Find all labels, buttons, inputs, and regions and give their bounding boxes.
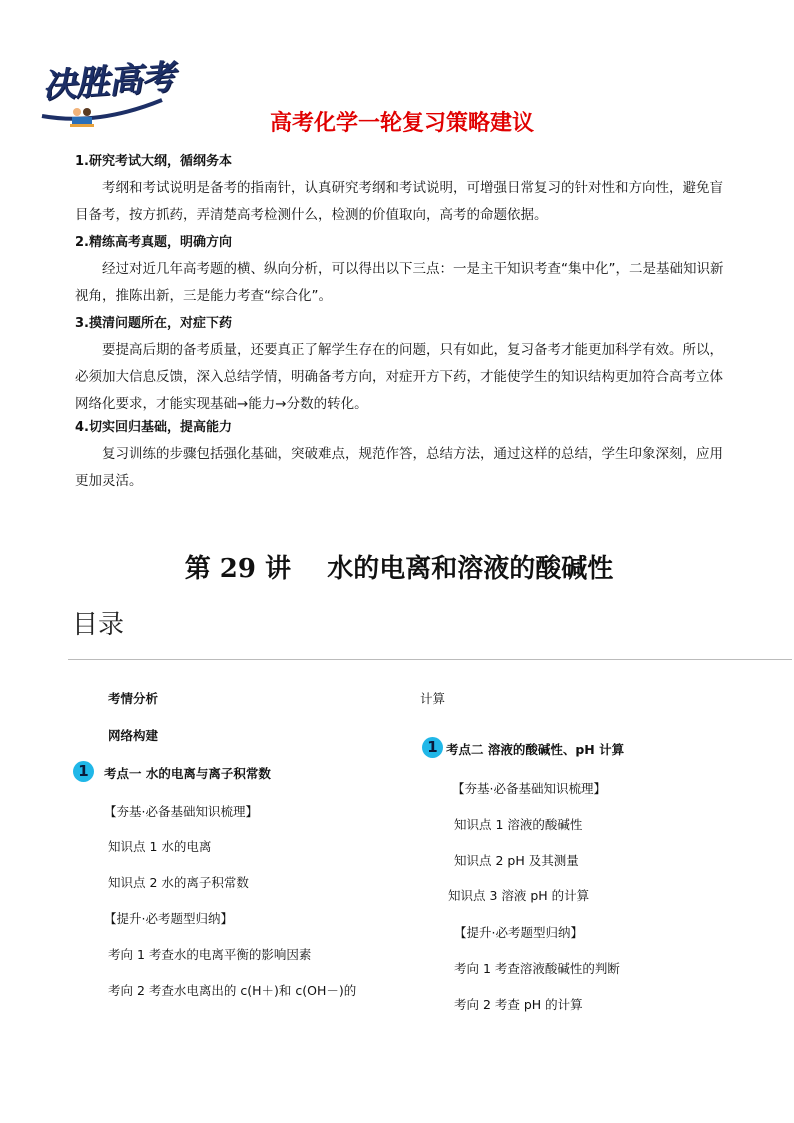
section-heading: 1.研究考试大纲，循纲务本: [75, 154, 232, 169]
toc-subheading[interactable]: 【提升·必考题型归纳】: [104, 911, 233, 926]
toc-item-network[interactable]: 网络构建: [108, 728, 159, 743]
toc-title: 目录: [72, 610, 125, 640]
toc-point-1[interactable]: 考点一 水的电离与离子积常数: [104, 766, 271, 781]
toc-direction-2[interactable]: 考向 2 考查 pH 的计算: [454, 997, 583, 1012]
toc-item-analysis[interactable]: 考情分析: [108, 691, 159, 706]
page-title: 高考化学一轮复习策略建议: [269, 111, 534, 136]
toc-direction-1[interactable]: 考向 1 考查溶液酸碱性的判断: [454, 961, 620, 976]
section-body: 复习训练的步骤包括强化基础，突破难点，规范作答，总结方法，通过这样的总结，学生印象深刻，应用更加灵活。: [75, 446, 723, 489]
toc-direction-2-cont[interactable]: 计算: [420, 691, 446, 706]
toc-subheading[interactable]: 【夯基·必备基础知识梳理】: [452, 781, 606, 796]
section-heading: 3.摸清问题所在，对症下药: [75, 316, 232, 331]
toc-direction-1[interactable]: 考向 1 考查水的电离平衡的影响因素: [108, 947, 312, 962]
section-3: [75, 310, 730, 418]
lecture-title: 第 29 讲 水的电离和溶液的酸碱性: [184, 554, 614, 584]
section-1: [75, 148, 730, 229]
toc-knowledge-1[interactable]: 知识点 1 水的电离: [108, 839, 212, 854]
number-badge-icon: 1: [422, 737, 443, 758]
logo-text: 决胜高考: [41, 57, 176, 107]
toc-knowledge-2[interactable]: 知识点 2 水的离子积常数: [108, 875, 249, 890]
section-body: 考纲和考试说明是备考的指南针，认真研究考纲和考试说明，可增强日常复习的针对性和方向性，避免盲目备考，按方抓药，弄清楚高考检测什么，检测的价值取向，高考的命题依据。: [75, 180, 723, 223]
number-badge-icon: 1: [73, 761, 94, 782]
toc-point-2[interactable]: 考点二 溶液的酸碱性、pH 计算: [446, 742, 625, 757]
section-heading: 2.精练高考真题，明确方向: [75, 235, 232, 250]
toc-knowledge-3[interactable]: 知识点 3 溶液 pH 的计算: [448, 888, 590, 903]
section-heading: 4.切实回归基础，提高能力: [75, 420, 232, 435]
toc-subheading[interactable]: 【提升·必考题型归纳】: [454, 925, 583, 940]
toc-direction-2[interactable]: 考向 2 考查水电离出的 c(H＋)和 c(OH－)的: [108, 983, 357, 998]
divider: [68, 659, 792, 660]
section-body: 经过对近几年高考题的横、纵向分析，可以得出以下三点：一是主干知识考查“集中化”，二是基础知识新视角，推陈出新，三是能力考查“综合化”。: [75, 261, 724, 304]
toc-knowledge-2[interactable]: 知识点 2 pH 及其测量: [454, 853, 579, 868]
section-body: 要提高后期的备考质量，还要真正了解学生存在的问题，只有如此，复习备考才能更加科学有效。所以，必须加大信息反馈，深入总结学情，明确备考方向，对症开方下药，才能使学生的知识结构更加符合高考立体网络化要求，才能实现基础→能力→分数的转化。: [75, 342, 723, 412]
toc-knowledge-1[interactable]: 知识点 1 溶液的酸碱性: [454, 817, 583, 832]
toc-subheading[interactable]: 【夯基·必备基础知识梳理】: [104, 804, 258, 819]
section-4: [75, 414, 730, 495]
section-2: [75, 229, 730, 310]
